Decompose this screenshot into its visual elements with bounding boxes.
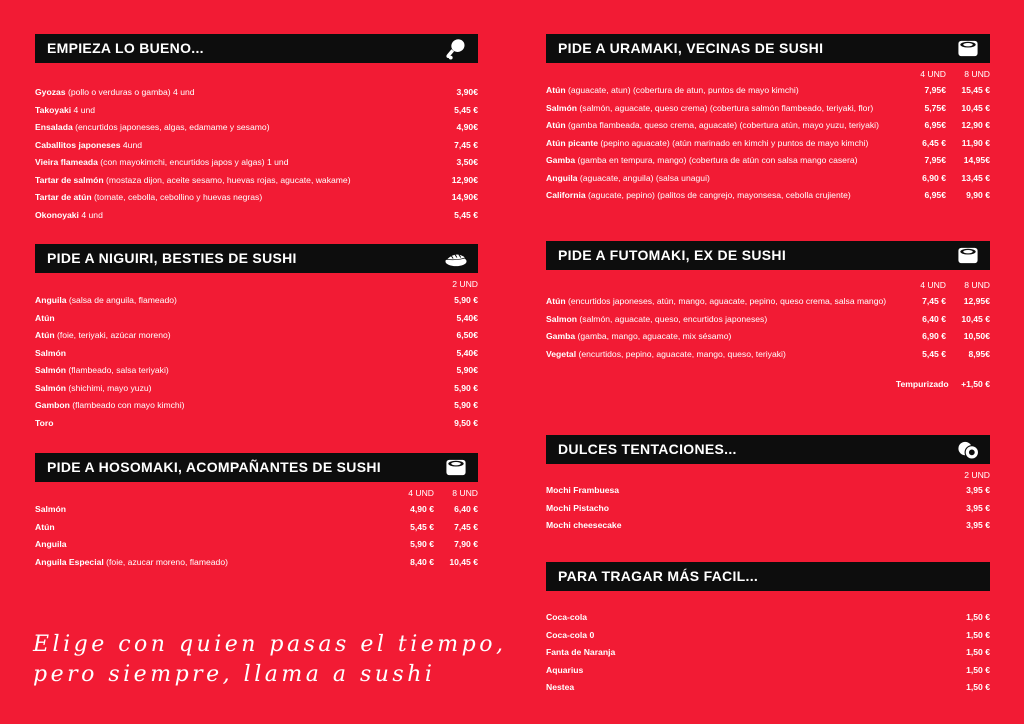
- item-name: Anguila Especial: [35, 556, 104, 567]
- units-row: [546, 278, 990, 292]
- item-name: Okonoyaki: [35, 209, 79, 220]
- menu-item-row: [546, 644, 990, 662]
- item-price-large: 13,45 €: [961, 172, 990, 183]
- menu-item-row: [35, 362, 478, 380]
- section-dulces: [546, 435, 990, 535]
- menu-item-row: [35, 189, 478, 207]
- section-bebidas: [546, 562, 990, 697]
- item-description: (flambeado, salsa teriyaki): [66, 365, 169, 375]
- item-description: (gamba, mango, aguacate, mix sésamo): [575, 331, 732, 341]
- menu-item-row: [35, 310, 478, 328]
- item-name: California: [546, 190, 586, 200]
- units-row: [35, 277, 478, 291]
- item-description: (encurtidos japoneses, algas, edamame y sesamo): [72, 122, 270, 132]
- item-price: 3,95 €: [966, 520, 990, 530]
- item-price-large: 12,90 €: [961, 120, 990, 130]
- items-list: [35, 292, 478, 432]
- section-header: [35, 244, 478, 273]
- section-header: [35, 453, 478, 482]
- item-price-small: 6,95€: [924, 120, 946, 130]
- item-description: (tomate, cebolla, cebollino y huevas negras): [91, 192, 263, 202]
- item-name: Salmón: [35, 504, 67, 514]
- menu-item-row: [35, 102, 478, 120]
- item-name: Anguila: [35, 539, 67, 549]
- item-description: (foie, azucar moreno, flameado): [103, 556, 228, 567]
- item-price: 5,90 €: [454, 400, 478, 410]
- item-description: (salsa de anguila, flameado): [66, 295, 177, 305]
- menu-item-row: [546, 500, 990, 518]
- item-name: Gyozas: [35, 87, 66, 97]
- item-price-large: 9,90 €: [966, 190, 990, 200]
- item-name: Ensalada: [35, 122, 73, 132]
- item-description: (gamba flambeada, queso crema, aguacate) (cobertura atún, mayo yuzu, teriyaki): [565, 120, 879, 130]
- item-name: Salmón: [35, 382, 67, 393]
- item-price-large: 6,40 €: [454, 504, 478, 514]
- unit-label: 4 UND: [408, 488, 434, 498]
- slogan-line: pero siempre, llama a sushi: [33, 662, 436, 687]
- menu-item-row: [546, 609, 990, 627]
- item-price: 1,50 €: [966, 647, 990, 657]
- item-description: 4und: [120, 139, 143, 150]
- item-name: Atún: [35, 521, 55, 532]
- menu-item-row: [35, 380, 478, 398]
- maki-roll-icon: [956, 37, 980, 60]
- item-name: Caballitos japoneses: [35, 139, 121, 150]
- item-name: Aquarius: [546, 664, 584, 675]
- item-name: Gambon: [35, 400, 70, 410]
- units-row: [546, 67, 990, 81]
- item-price: 4,90€: [456, 122, 478, 132]
- item-name: Anguila: [546, 172, 578, 183]
- item-name: Mochi Frambuesa: [546, 485, 620, 495]
- item-price: 5,45 €: [454, 104, 478, 115]
- item-name: Tartar de atún: [35, 192, 92, 202]
- item-price-large: 10,45 €: [961, 102, 990, 113]
- unit-label: 4 UND: [920, 280, 946, 290]
- unit-label: 4 UND: [920, 69, 946, 79]
- menu-item-row: [546, 117, 990, 135]
- tempurizado-row: [896, 379, 990, 389]
- section-header: [546, 241, 990, 270]
- item-price: 12,90€: [451, 174, 478, 185]
- item-price-small: 5,75€: [924, 102, 946, 113]
- item-description: (flambeado con mayo kimchi): [69, 400, 185, 410]
- menu-item-row: [546, 293, 990, 311]
- item-description: (pepino aguacate) (atún marinado en kimchi y puntos de mayo kimchi): [598, 137, 869, 148]
- menu-item-row: [546, 662, 990, 680]
- item-name: Atún picante: [546, 137, 599, 148]
- chicken-leg-icon: [444, 37, 468, 60]
- item-price-large: 10,50€: [963, 331, 990, 341]
- item-description: (aguacate, anguila) (salsa unagui): [577, 172, 710, 183]
- items-list: [35, 501, 478, 571]
- item-price-small: 6,90 €: [922, 172, 946, 183]
- item-price: 1,50 €: [966, 629, 990, 640]
- item-name: Salmón: [546, 102, 578, 113]
- menu-item-row: [546, 482, 990, 500]
- item-description: (mostaza dijon, aceite sesamo, huevas rojas, agucate, wakame): [103, 174, 351, 185]
- item-description: (aguacate, atun) (cobertura de atun, puntos de mayo kimchi): [565, 85, 799, 95]
- item-name: Salmón: [35, 347, 67, 358]
- item-name: Vieira flameada: [35, 157, 98, 167]
- item-name: Anguila: [35, 295, 67, 305]
- item-price-small: 5,45 €: [410, 521, 434, 532]
- menu-item-row: [546, 170, 990, 188]
- menu-item-row: [35, 292, 478, 310]
- item-description: 4 und: [71, 104, 96, 115]
- item-price-small: 6,90 €: [922, 331, 946, 341]
- item-price-small: 7,95€: [924, 155, 946, 165]
- item-price-small: 7,95€: [924, 85, 946, 95]
- section-empieza: [35, 34, 478, 224]
- item-description: (foie, teriyaki, azúcar moreno): [54, 330, 171, 340]
- item-description: (con mayokimchi, encurtidos japos y algas) 1 und: [97, 157, 289, 167]
- menu-item-row: [35, 415, 478, 433]
- item-price-small: 6,40 €: [922, 313, 946, 324]
- nigiri-icon: [444, 247, 468, 270]
- units-row: [35, 486, 478, 500]
- item-price: 1,50 €: [966, 612, 990, 622]
- item-description: (salmón, aguacate, queso, encurtidos japoneses): [577, 313, 768, 324]
- menu-item-row: [546, 152, 990, 170]
- menu-item-row: [546, 82, 990, 100]
- item-description: (agucate, pepino) (palitos de cangrejo, mayonsesa, cebolla crujiente): [585, 190, 851, 200]
- slogan-line: Elige con quien pasas el tiempo,: [33, 632, 507, 657]
- section-title: PIDE A NIGUIRI, BESTIES DE SUSHI: [47, 250, 297, 266]
- item-description: 4 und: [78, 209, 103, 220]
- section-title: EMPIEZA LO BUENO...: [47, 40, 204, 56]
- item-price-small: 5,90 €: [410, 539, 434, 549]
- item-price-small: 8,40 €: [410, 556, 434, 567]
- section-header: [546, 562, 990, 591]
- menu-item-row: [546, 346, 990, 364]
- item-name: Coca-cola 0: [546, 629, 595, 640]
- menu-item-row: [35, 84, 478, 102]
- item-price-large: 14,95€: [963, 155, 990, 165]
- menu-item-row: [546, 311, 990, 329]
- item-price-small: 6,45 €: [922, 137, 946, 148]
- item-price-small: 5,45 €: [922, 348, 946, 359]
- item-price: 3,95 €: [966, 502, 990, 513]
- section-futomaki: [546, 241, 990, 389]
- maki-roll-icon: [444, 456, 468, 479]
- item-price: 5,90 €: [454, 295, 478, 305]
- item-price: 5,40€: [456, 347, 478, 358]
- item-price: 1,50 €: [966, 682, 990, 692]
- item-name: Toro: [35, 417, 54, 428]
- items-list: [546, 82, 990, 205]
- item-price: 5,90€: [456, 365, 478, 375]
- units-row: [546, 468, 990, 482]
- item-name: Mochi Pistacho: [546, 502, 610, 513]
- menu-item-row: [546, 135, 990, 153]
- section-header: [546, 34, 990, 63]
- maki-roll-icon: [956, 244, 980, 267]
- tempurizado-label: Tempurizado: [895, 379, 949, 389]
- item-price-large: 15,45 €: [961, 85, 990, 95]
- section-title: DULCES TENTACIONES...: [558, 441, 737, 457]
- items-list: [35, 84, 478, 224]
- item-description: (encurtidos, pepino, aguacate, mango, queso, teriyaki): [576, 348, 786, 359]
- menu-item-row: [35, 327, 478, 345]
- item-price: 5,90 €: [454, 382, 478, 393]
- item-price: 5,40€: [456, 312, 478, 323]
- item-price-large: 7,45 €: [454, 521, 478, 532]
- menu-item-row: [35, 154, 478, 172]
- item-price-large: 10,45 €: [961, 313, 990, 324]
- section-hosomaki: [35, 453, 478, 571]
- item-price: 6,50€: [456, 330, 478, 340]
- menu-item-row: [35, 397, 478, 415]
- item-price: 3,95 €: [966, 485, 990, 495]
- item-name: Mochi cheesecake: [546, 520, 622, 530]
- item-price-large: 8,95€: [968, 348, 990, 359]
- item-name: Tartar de salmón: [35, 174, 104, 185]
- slogan: [33, 630, 506, 690]
- item-name: Coca-cola: [546, 612, 588, 622]
- tempurizado-price: +1,50 €: [961, 379, 990, 389]
- item-description: (gamba en tempura, mango) (cobertura de atún con salsa mango casera): [575, 155, 858, 165]
- items-list: [546, 293, 990, 363]
- unit-label: 2 UND: [964, 470, 990, 480]
- item-name: Takoyaki: [35, 104, 72, 115]
- item-name: Atún: [35, 312, 55, 323]
- item-price-small: 4,90 €: [410, 504, 434, 514]
- unit-label: 8 UND: [964, 280, 990, 290]
- menu-item-row: [546, 328, 990, 346]
- item-description: (encurtidos japoneses, atún, mango, aguacate, pepino, queso crema, salsa mango): [565, 296, 887, 306]
- section-title: PIDE A FUTOMAKI, EX DE SUSHI: [558, 247, 787, 263]
- menu-item-row: [546, 187, 990, 205]
- item-price: 9,50 €: [454, 417, 478, 428]
- item-price-large: 12,95€: [963, 296, 990, 306]
- item-name: Gamba: [546, 155, 576, 165]
- item-price-large: 10,45 €: [449, 556, 478, 567]
- section-header: [35, 34, 478, 63]
- items-list: [546, 482, 990, 535]
- item-name: Atún: [546, 85, 566, 95]
- item-price-large: 7,90 €: [454, 539, 478, 549]
- items-list: [546, 609, 990, 697]
- section-header: [546, 435, 990, 464]
- item-price: 3,90€: [456, 87, 478, 97]
- section-niguiri: [35, 244, 478, 432]
- unit-label: 2 UND: [452, 279, 478, 289]
- menu-item-row: [35, 172, 478, 190]
- menu-item-row: [546, 679, 990, 697]
- menu-item-row: [546, 627, 990, 645]
- menu-item-row: [35, 536, 478, 554]
- item-name: Fanta de Naranja: [546, 647, 616, 657]
- item-price: 5,45 €: [454, 209, 478, 220]
- item-name: Gamba: [546, 331, 576, 341]
- item-description: (salmón, aguacate, queso crema) (cobertura salmón flambeado, teriyaki, flor): [577, 102, 874, 113]
- menu-item-row: [35, 519, 478, 537]
- item-description: (pollo o verduras o gamba) 4 und: [65, 87, 195, 97]
- section-title: PIDE A URAMAKI, VECINAS DE SUSHI: [558, 40, 824, 56]
- item-price: 1,50 €: [966, 664, 990, 675]
- item-price-large: 11,90 €: [961, 137, 990, 148]
- unit-label: 8 UND: [964, 69, 990, 79]
- item-name: Salmón: [35, 365, 67, 375]
- menu-item-row: [35, 119, 478, 137]
- section-title: PIDE A HOSOMAKI, ACOMPAÑANTES DE SUSHI: [47, 459, 381, 475]
- item-price: 7,45 €: [454, 139, 478, 150]
- item-name: Vegetal: [546, 348, 577, 359]
- item-description: (shichimi, mayo yuzu): [66, 382, 152, 393]
- section-title: PARA TRAGAR MÁS FACIL...: [558, 568, 759, 584]
- item-price: 3,50€: [456, 157, 478, 167]
- unit-label: 8 UND: [452, 488, 478, 498]
- item-name: Atún: [35, 330, 55, 340]
- menu-item-row: [35, 501, 478, 519]
- item-price: 14,90€: [451, 192, 478, 202]
- menu-item-row: [35, 207, 478, 225]
- section-uramaki: [546, 34, 990, 205]
- item-name: Nestea: [546, 682, 575, 692]
- menu-item-row: [35, 345, 478, 363]
- item-name: Atún: [546, 120, 566, 130]
- menu-item-row: [546, 100, 990, 118]
- item-price-small: 6,95€: [924, 190, 946, 200]
- item-price-small: 7,45 €: [922, 296, 946, 306]
- menu-item-row: [35, 554, 478, 572]
- menu-item-row: [35, 137, 478, 155]
- item-name: Salmon: [546, 313, 578, 324]
- item-name: Atún: [546, 296, 566, 306]
- menu-item-row: [546, 517, 990, 535]
- mochi-icon: [956, 438, 980, 461]
